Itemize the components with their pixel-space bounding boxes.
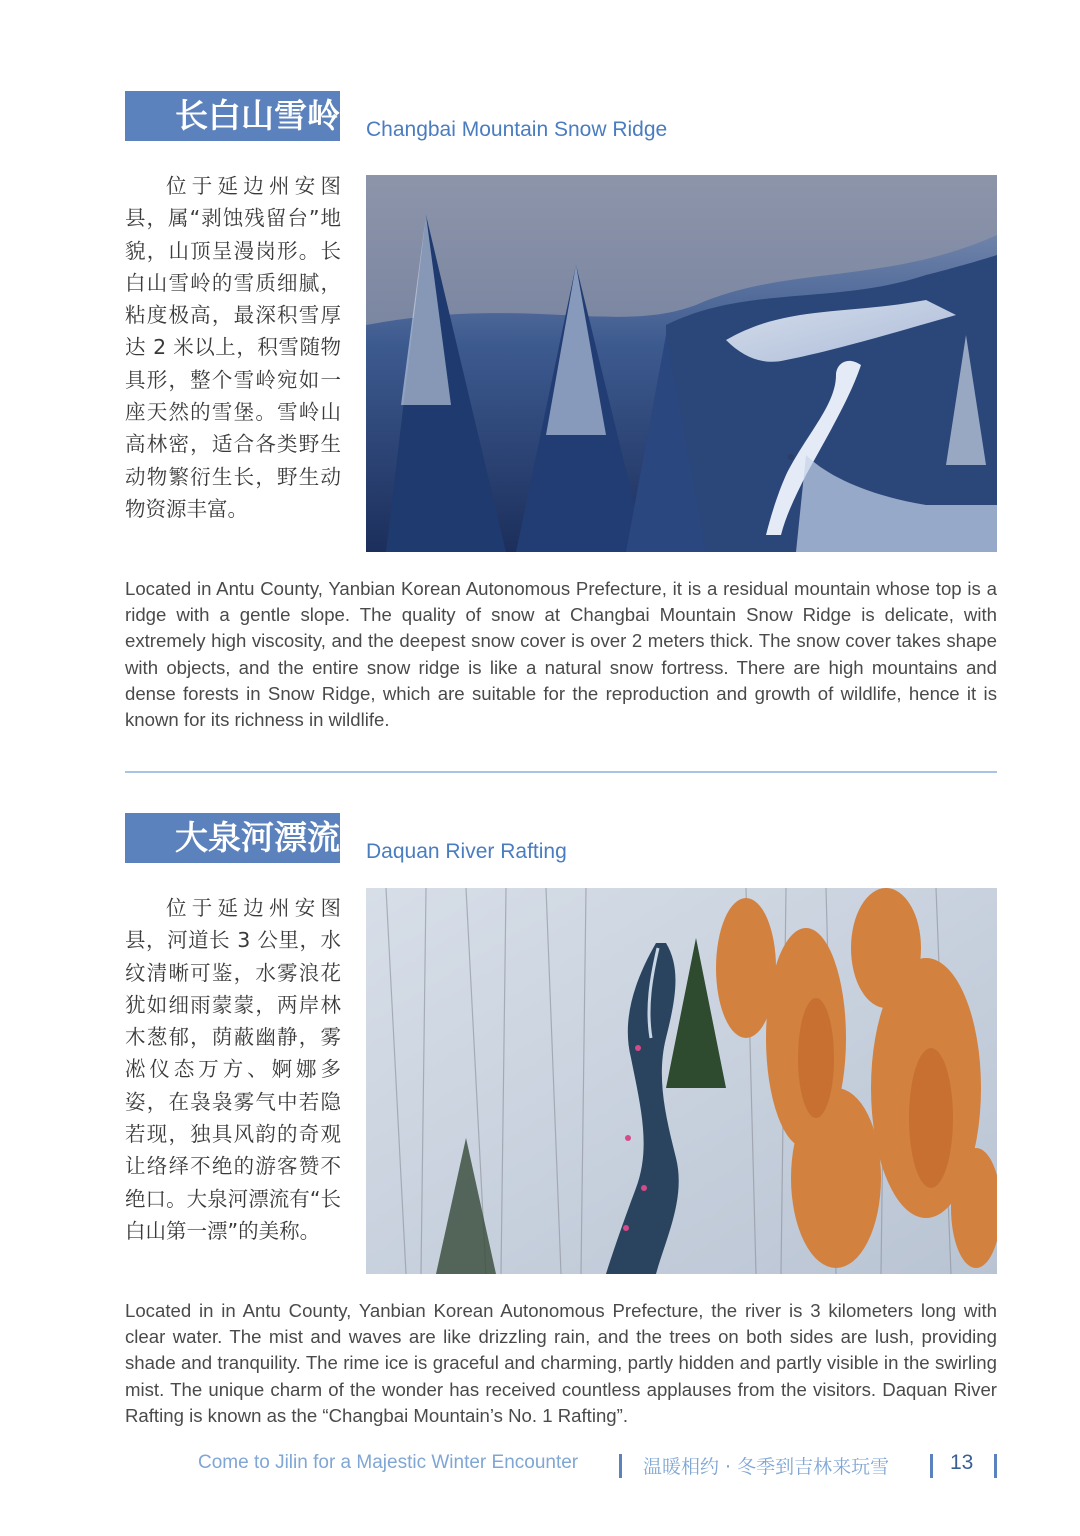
section-body-cn: 位于延边州安图县，河道长 3 公里，水纹清晰可鉴，水雾浪花犹如细雨蒙蒙，两岸林木葱郁，荫蔽幽静，雾凇仪态万方、婀娜多姿，在袅袅雾气中若隐若现，独具风韵的奇观让络绎不绝的游客赞不绝口。大泉河漂流有“长白山第一漂”的美称。 xyxy=(125,896,341,1243)
section-body-en: Located in Antu County, Yanbian Korean Autonomous Prefecture, it is a residual mountain whose top is a ridge with a gentle slope. The quality of snow at Changbai Mountain Snow Ridge is delicate, with extremely high viscosity, and the deepest snow cover is over 2 meters thick. The snow cover takes shape with objects, and the entire snow ridge is like a natural snow fortress. There are high mountains and dense forests in Snow Ridge, which are suitable for the reproduction and growth of wildlife, hence it is known for its richness in wildlife. xyxy=(125,578,997,731)
section-divider xyxy=(125,771,997,773)
footer-title-cn: 温暖相约 · 冬季到吉林来玩雪 xyxy=(643,1456,890,1478)
snow-ridge-photo xyxy=(366,175,997,552)
section-title-en: Daquan River Rafting xyxy=(366,840,567,863)
section-body-cn: 位于延边州安图县，属“剥蚀残留台”地貌，山顶呈漫岗形。长白山雪岭的雪质细腻，粘度极高，最深积雪厚达 2 米以上，积雪随物具形，整个雪岭宛如一座天然的雪堡。雪岭山高林密，适合各类野生动物繁衍生长，野生动物资源丰富。 xyxy=(125,174,341,521)
section-title-cn: 大泉河漂流 xyxy=(125,813,340,863)
daquan-river-photo xyxy=(366,888,997,1274)
page-number: 13 xyxy=(950,1451,974,1474)
footer-title-en: Come to Jilin for a Majestic Winter Encounter xyxy=(198,1452,579,1473)
footer-separator xyxy=(994,1454,997,1478)
section-body-en: Located in in Antu County, Yanbian Korean Autonomous Prefecture, the river is 3 kilometers long with clear water. The mist and waves are like drizzling rain, and the trees on both sides are lush, providing shade and tranquility. The rime ice is graceful and charming, partly hidden and partly visible in the swirling mist. The unique charm of the wonder has received countless applauses from the visitors. Daquan River Rafting is known as the “Changbai Mountain’s No. 1 Rafting”. xyxy=(125,1300,997,1426)
footer-separator xyxy=(930,1454,933,1478)
section-title-cn: 长白山雪岭 xyxy=(125,91,340,141)
section-title-en: Changbai Mountain Snow Ridge xyxy=(366,118,668,141)
page-footer xyxy=(0,1448,1080,1482)
footer-separator xyxy=(619,1454,622,1478)
